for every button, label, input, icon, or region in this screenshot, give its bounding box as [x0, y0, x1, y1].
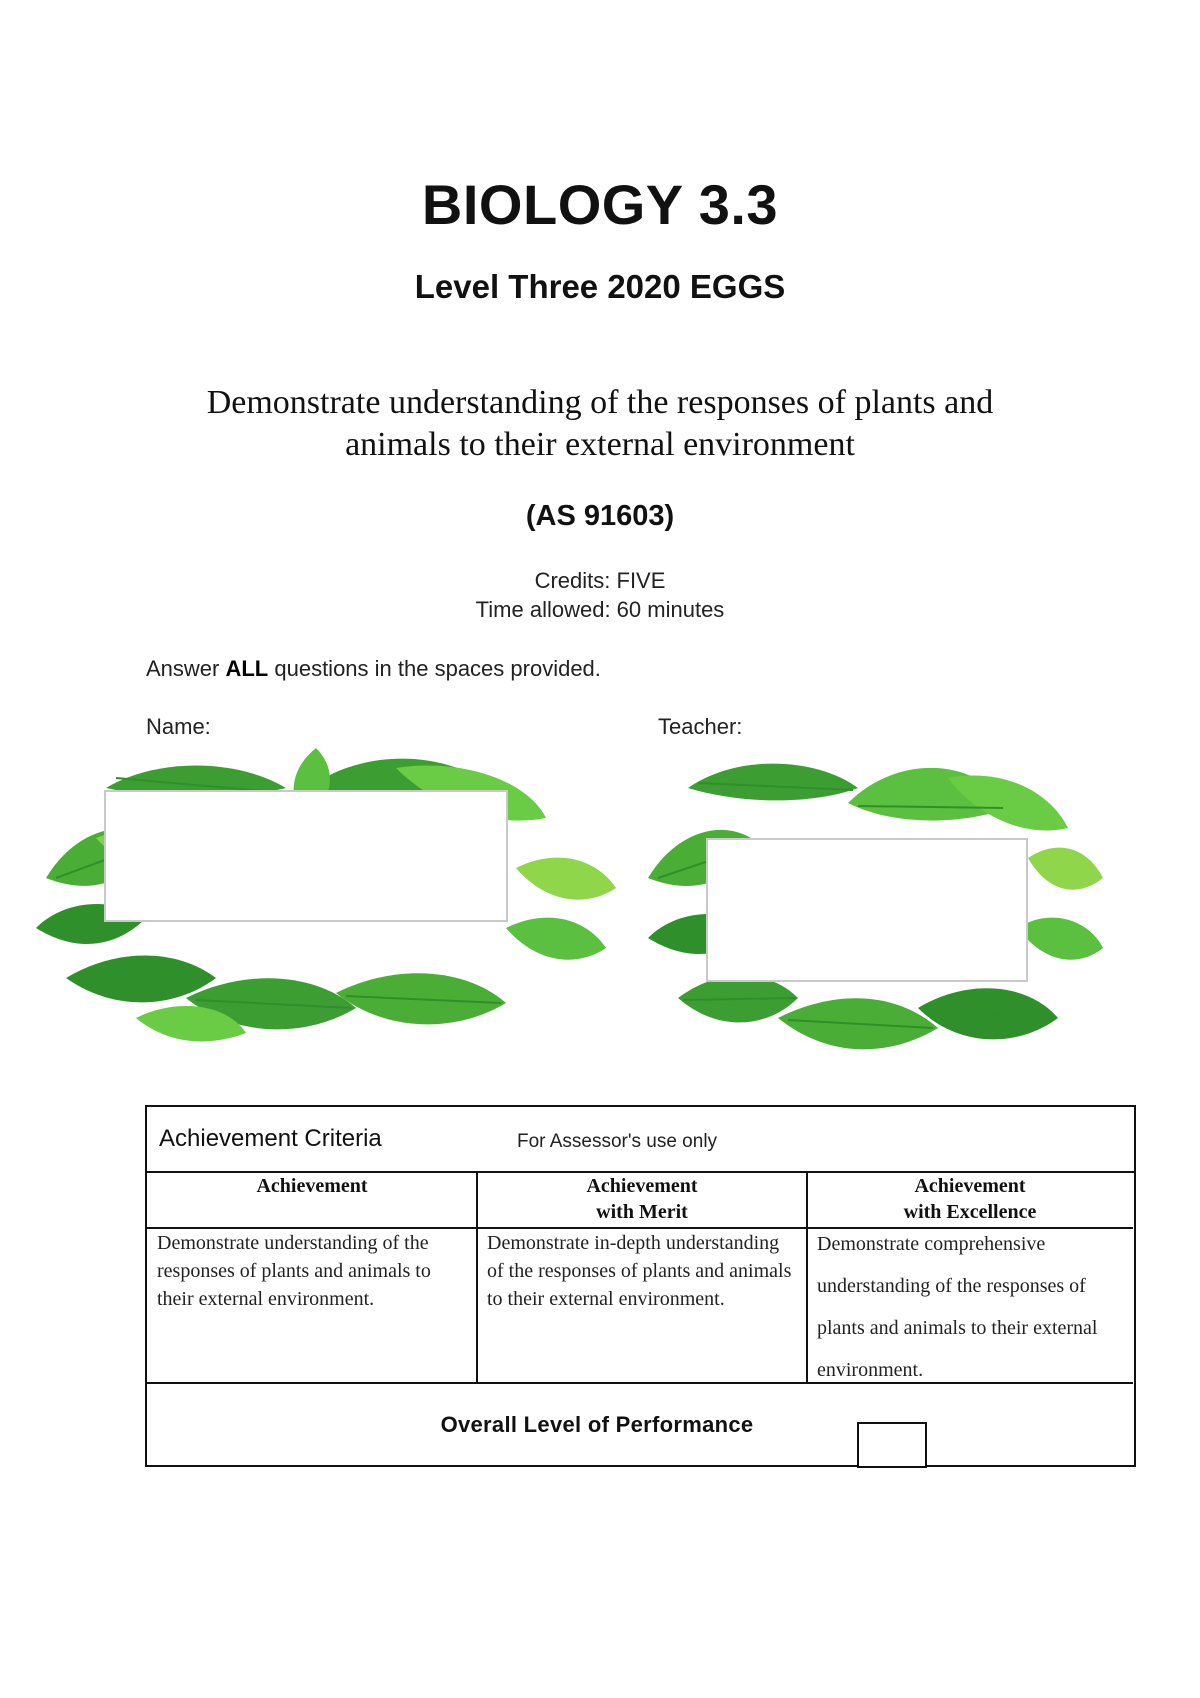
time-allowed-text: Time allowed: 60 minutes: [475, 597, 725, 622]
assessor-note: For Assessor's use only: [517, 1131, 718, 1152]
criteria-cell-achievement: Demonstrate understanding of the responses of plants and animals to their external environment.: [147, 1229, 477, 1384]
teacher-frame: [648, 748, 1108, 1068]
name-frame: [36, 748, 626, 1048]
criteria-header-row: [147, 1107, 1134, 1173]
standard-code: (AS 91603): [525, 500, 675, 532]
column-header-achievement: [147, 1171, 477, 1229]
exam-info: [0, 566, 1200, 624]
criteria-cell-excellence: [807, 1229, 1133, 1384]
credits-text: Credits: FIVE: [534, 568, 666, 593]
overall-performance-label: Overall Level of Performance: [440, 1412, 754, 1437]
criteria-cell-excellence-text: Demonstrate comprehensive understanding of the responses of plants and animals to their external environment.: [817, 1233, 1098, 1381]
column-header-merit: [477, 1171, 807, 1229]
page-subtitle: Level Three 2020 EGGS: [414, 268, 786, 305]
column-header-line: with Merit: [596, 1201, 688, 1223]
achievement-criteria-table: [145, 1105, 1136, 1467]
column-header-line: Achievement: [586, 1175, 698, 1197]
name-label: Name:: [146, 714, 211, 739]
page-title: BIOLOGY 3.3: [421, 173, 779, 236]
column-header-excellence: [807, 1171, 1133, 1229]
teacher-input-box[interactable]: [706, 838, 1028, 982]
column-header-line: Achievement: [914, 1175, 1026, 1197]
column-header-line: with Excellence: [903, 1201, 1037, 1223]
criteria-title: Achievement Criteria: [159, 1125, 382, 1152]
standard-description: [0, 382, 1200, 466]
overall-grade-box[interactable]: [857, 1422, 927, 1468]
name-input-box[interactable]: [104, 790, 508, 922]
instructions: [146, 656, 601, 682]
instruction-suffix: questions in the spaces provided.: [268, 656, 601, 681]
column-header-line: Achievement: [256, 1175, 368, 1197]
overall-performance-row: [147, 1384, 1134, 1464]
teacher-label: Teacher:: [658, 714, 743, 739]
column-divider: [806, 1171, 808, 1384]
standard-line-2: animals to their external environment: [345, 426, 855, 463]
instruction-emphasis: ALL: [225, 656, 269, 681]
instruction-prefix: Answer: [146, 656, 226, 681]
standard-line-1: Demonstrate understanding of the responses of plants and: [206, 384, 994, 421]
column-divider: [476, 1171, 478, 1384]
criteria-cell-merit: Demonstrate in-depth understanding of the responses of plants and animals to their external environment.: [477, 1229, 807, 1384]
